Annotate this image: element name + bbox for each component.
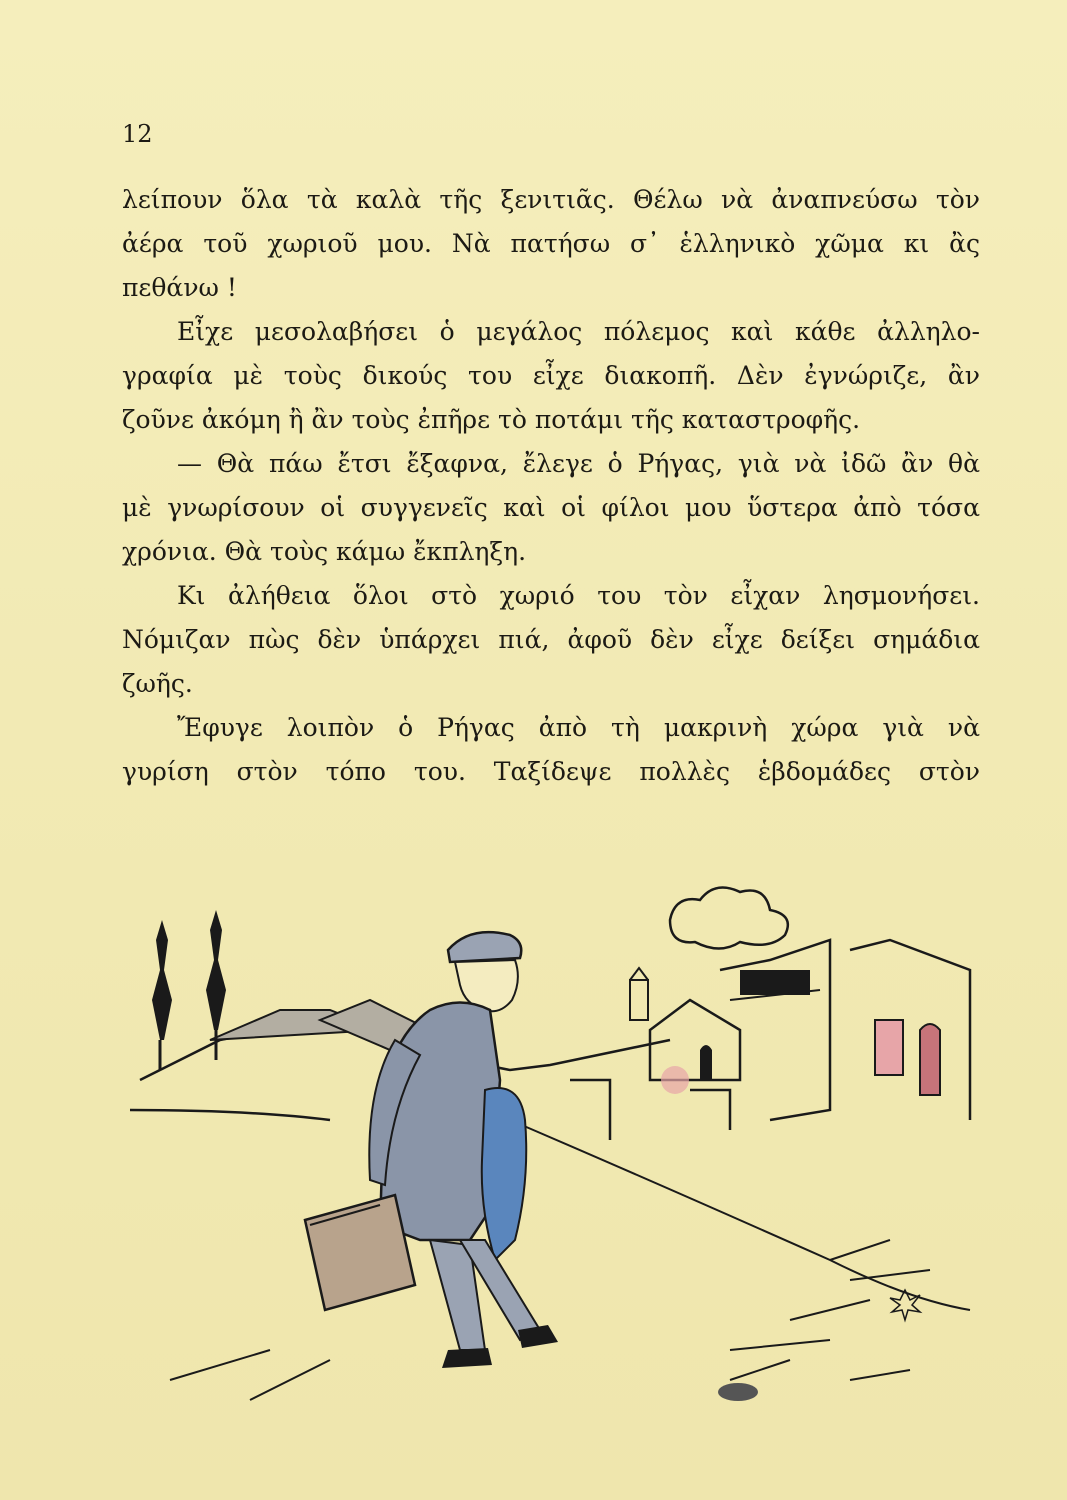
paragraph-4 xyxy=(122,574,980,706)
text-line: λείπουν ὅλα τὰ καλὰ τῆς ξενιτιᾶς. Θέλω νὰ ἀναπνεύσω τὸν xyxy=(122,185,980,214)
text-line: Ἔφυγε λοιπὸν ὁ Ρήγας ἀπὸ τὴ μακρινὴ χώρα γιὰ νὰ xyxy=(177,713,980,742)
text-line: ἀέρα τοῦ χωριοῦ μου. Νὰ πατήσω σ᾽ ἑλληνικὸ χῶμα κι ἂς xyxy=(122,229,980,258)
flower-icon xyxy=(890,1290,920,1320)
text-line: Νόμιζαν πὼς δὲν ὑπάρχει πιά, ἀφοῦ δὲν εἶχε δείξει σημάδια xyxy=(122,625,980,654)
text-line: Εἶχε μεσολαβήσει ὁ μεγάλος πόλεμος καὶ κάθε ἀλληλο- xyxy=(177,317,980,346)
text-line: γραφία μὲ τοὺς δικούς του εἶχε διακοπῆ. Δὲν ἐγνώριζε, ἂν xyxy=(122,361,980,390)
paragraph-1 xyxy=(122,178,980,310)
cypress-tree-icon xyxy=(152,920,172,1070)
text-line: ζοῦνε ἀκόμη ἢ ἂν τοὺς ἐπῆρε τὸ ποτάμι τῆς καταστροφῆς. xyxy=(122,405,861,434)
text-line: ζωῆς. xyxy=(122,669,193,698)
text-line: πεθάνω ! xyxy=(122,273,237,302)
paragraph-2 xyxy=(122,310,980,442)
paragraph-5 xyxy=(122,706,980,794)
paragraph-3 xyxy=(122,442,980,574)
text-line: μὲ γνωρίσουν οἱ συγγενεῖς καὶ οἱ φίλοι μου ὕστερα ἀπὸ τόσα xyxy=(122,493,980,522)
body-text xyxy=(122,178,980,794)
text-line: γυρίση στὸν τόπο του. Ταξίδεψε πολλὲς ἑβδομάδες στὸν xyxy=(122,757,980,786)
illustration-traveler-returning xyxy=(130,880,990,1420)
traveler-figure xyxy=(305,932,558,1368)
village-houses xyxy=(570,940,970,1140)
text-line: — Θὰ πάω ἔτσι ἔξαφνα, ἔλεγε ὁ Ρήγας, γιὰ νὰ ἰδῶ ἂν θὰ xyxy=(177,449,980,478)
page-number: 12 xyxy=(122,120,153,148)
text-line: χρόνια. Θὰ τοὺς κάμω ἔκπληξη. xyxy=(122,537,527,566)
text-line: Κι ἀλήθεια ὅλοι στὸ χωριό του τὸν εἶχαν λησμονήσει. xyxy=(177,581,980,610)
